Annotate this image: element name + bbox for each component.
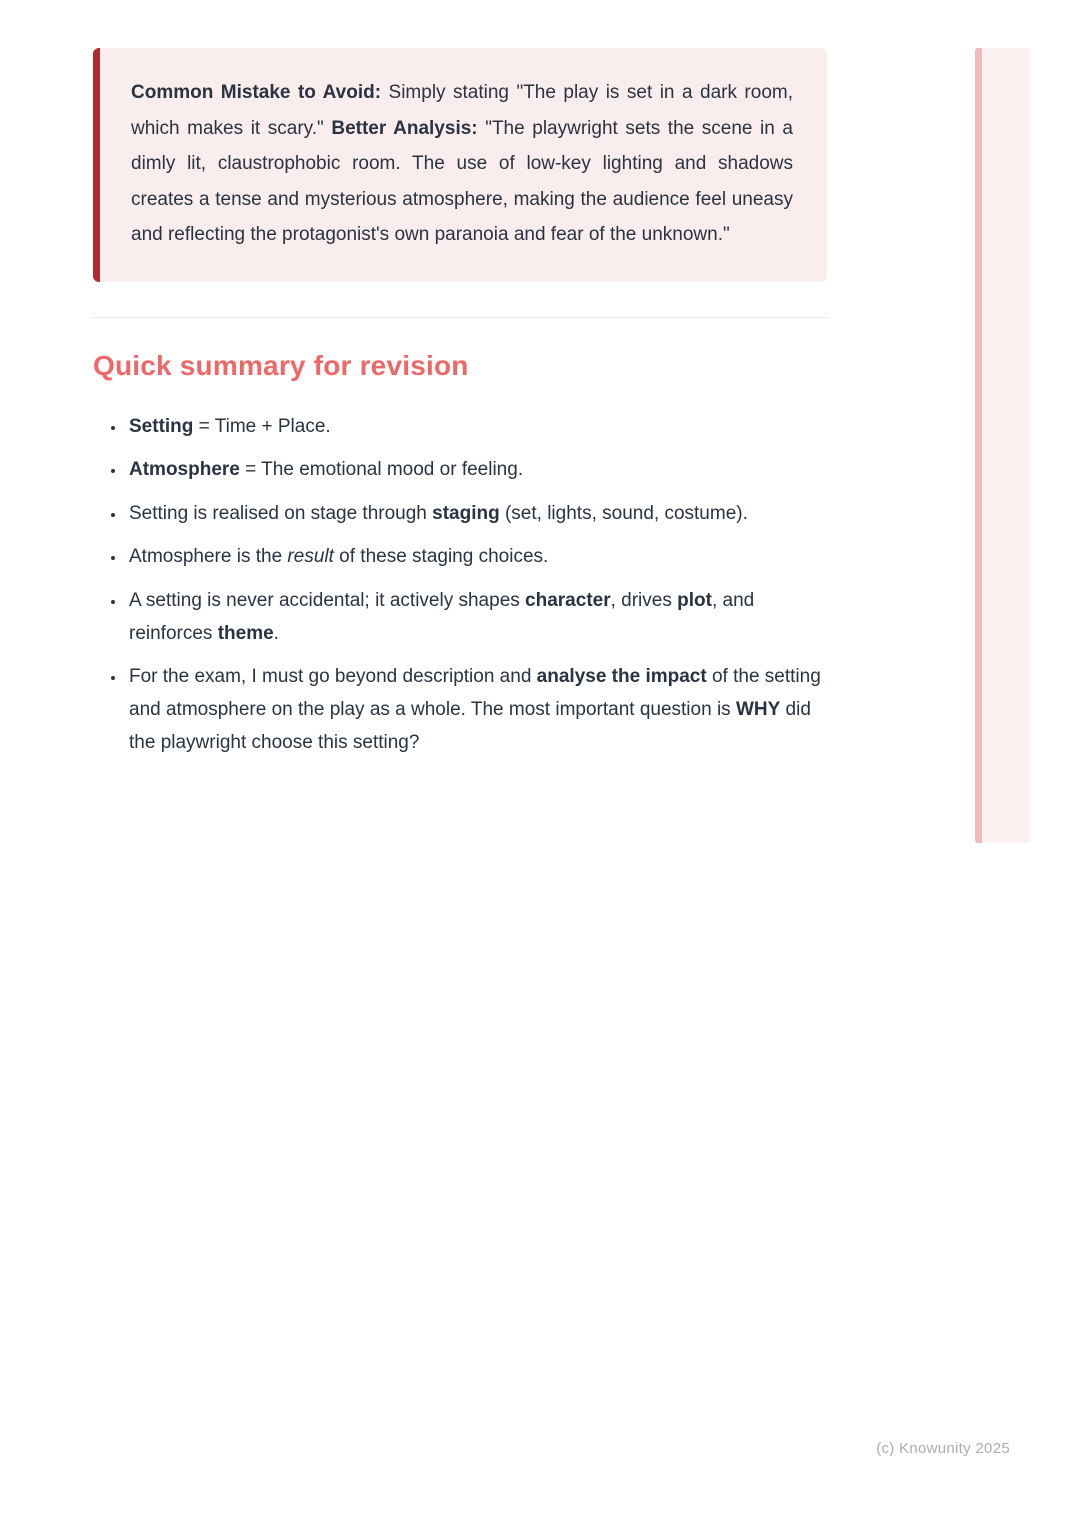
text-segment: , drives bbox=[610, 589, 678, 611]
content-column bbox=[93, 48, 827, 770]
text-segment: (set, lights, sound, costume). bbox=[499, 502, 748, 524]
text-segment: character bbox=[525, 589, 611, 611]
text-segment: result bbox=[287, 546, 334, 567]
callout-text bbox=[131, 75, 793, 253]
text-segment: of these staging choices. bbox=[333, 546, 549, 567]
footer-credit: (c) Knowunity 2025 bbox=[876, 1440, 1010, 1457]
text-segment: Setting bbox=[129, 415, 194, 437]
list-item bbox=[126, 540, 827, 573]
text-segment: WHY bbox=[735, 699, 781, 720]
side-accent-stripe bbox=[975, 48, 1030, 843]
text-segment: A setting is never accidental; it actively shapes bbox=[129, 589, 526, 611]
text-segment: staging bbox=[432, 502, 500, 524]
list-item bbox=[126, 584, 827, 650]
list-item bbox=[126, 660, 827, 759]
text-segment: plot bbox=[677, 589, 712, 611]
text-segment: . bbox=[273, 622, 279, 644]
callout-common-mistake bbox=[93, 48, 827, 282]
text-segment: analyse the impact bbox=[536, 666, 707, 687]
section-heading: Quick summary for revision bbox=[93, 349, 469, 381]
side-accent-line bbox=[975, 48, 982, 843]
text-segment: did the playwright choose this setting? bbox=[129, 699, 811, 753]
text-segment: of the setting and atmosphere on the play as a whole. The most important question is bbox=[129, 666, 821, 720]
summary-list bbox=[93, 410, 827, 760]
text-segment: theme bbox=[217, 622, 274, 644]
text-segment: Common Mistake to Avoid: bbox=[131, 82, 382, 103]
list-item bbox=[126, 453, 827, 486]
text-segment: For the exam, I must go beyond description and bbox=[129, 666, 537, 687]
text-segment: = The emotional mood or feeling. bbox=[239, 459, 524, 480]
text-segment: = Time + Place. bbox=[193, 415, 331, 437]
text-segment: Better Analysis: bbox=[331, 117, 478, 139]
text-segment: Atmosphere is the bbox=[129, 546, 288, 567]
text-segment: , and reinforces bbox=[129, 589, 755, 644]
list-item bbox=[126, 410, 827, 443]
text-segment: Setting is realised on stage through bbox=[129, 502, 433, 524]
list-item bbox=[126, 497, 827, 530]
text-segment: "The playwright sets the scene in a dimly lit, claustrophobic room. The use of low-key lighting and shadows creates a tense and mysterious atmosphere, making the audience feel uneasy and reflecting the protagonist's own paranoia and fear of the unknown." bbox=[131, 117, 793, 245]
section-divider bbox=[93, 317, 827, 318]
text-segment: Atmosphere bbox=[129, 459, 240, 480]
text-segment: Simply stating "The play is set in a dark room, which makes it scary." bbox=[131, 82, 793, 139]
